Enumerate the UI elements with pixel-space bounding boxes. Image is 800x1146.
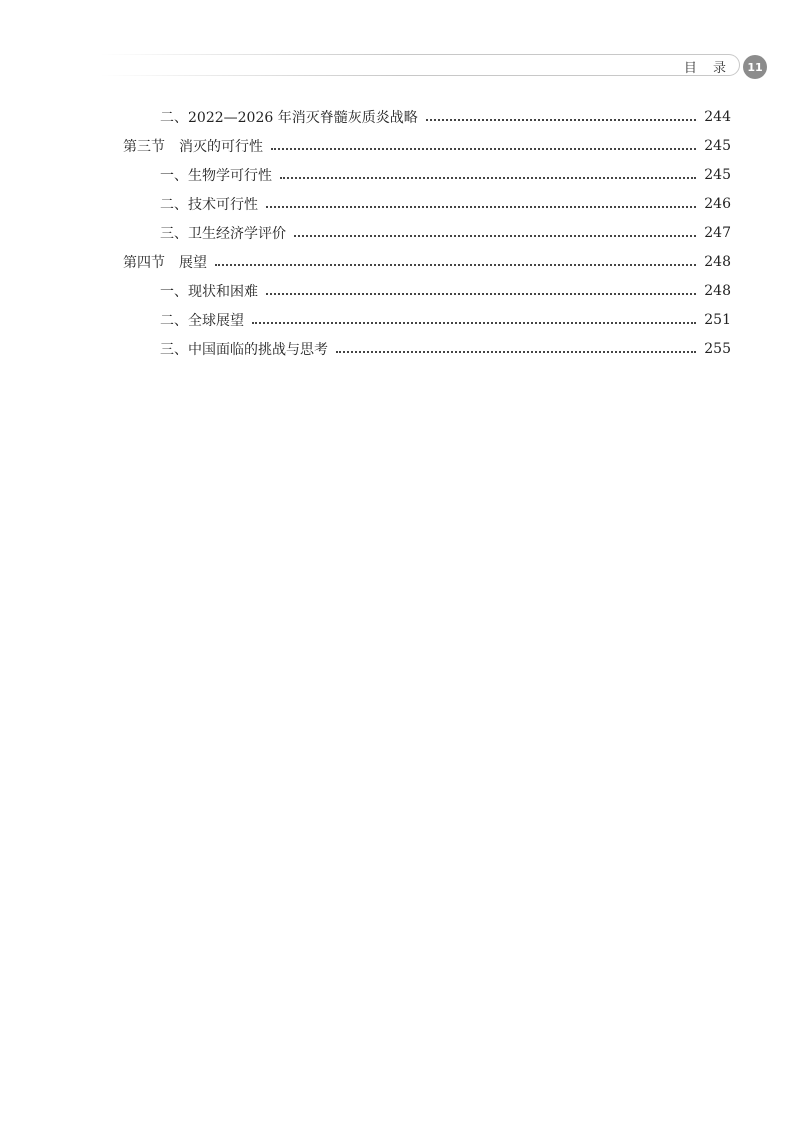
toc-entry-label: 一、生物学可行性 [160, 168, 272, 184]
toc-entry-label: 二、技术可行性 [160, 197, 258, 213]
toc-entry[interactable] [160, 105, 731, 129]
toc-entry-label: 三、中国面临的挑战与思考 [160, 342, 328, 358]
toc-entry[interactable] [160, 221, 731, 245]
toc-entry-page: 248 [704, 283, 731, 299]
toc-entry-label: 三、卫生经济学评价 [160, 226, 286, 242]
toc-entry-label: 二、2022—2026 年消灭脊髓灰质炎战略 [160, 110, 418, 126]
dot-leader [426, 119, 697, 121]
dot-leader [252, 322, 696, 324]
toc-entry-page: 248 [704, 254, 731, 270]
toc-entry[interactable] [160, 308, 731, 332]
toc-entry-page: 246 [704, 196, 731, 212]
toc-entry-page: 247 [704, 225, 731, 241]
toc-entry-label: 第三节 消灭的可行性 [123, 139, 263, 155]
toc-entry-page: 255 [704, 341, 731, 357]
toc-entry[interactable] [160, 279, 731, 303]
toc-entry-page: 245 [704, 167, 731, 183]
toc-section-entry[interactable] [123, 134, 731, 158]
dot-leader [271, 148, 696, 150]
toc-entry-label: 二、全球展望 [160, 313, 244, 329]
toc-entry[interactable] [160, 192, 731, 216]
dot-leader [280, 177, 696, 179]
toc-entry-label: 第四节 展望 [123, 255, 207, 271]
toc-entry[interactable] [160, 163, 731, 187]
toc-entry-label: 一、现状和困难 [160, 284, 258, 300]
dot-leader [294, 235, 696, 237]
running-header-title: 目 录 [683, 61, 732, 76]
toc-entry-page: 245 [704, 138, 731, 154]
dot-leader [215, 264, 696, 266]
dot-leader [266, 293, 696, 295]
toc-entry-page: 244 [704, 109, 731, 125]
toc-entry[interactable] [160, 337, 731, 361]
page-number-badge: 11 [743, 55, 767, 79]
dot-leader [266, 206, 696, 208]
header-rule [100, 54, 740, 76]
dot-leader [336, 351, 696, 353]
toc-entry-page: 251 [704, 312, 731, 328]
toc-section-entry[interactable] [123, 250, 731, 274]
